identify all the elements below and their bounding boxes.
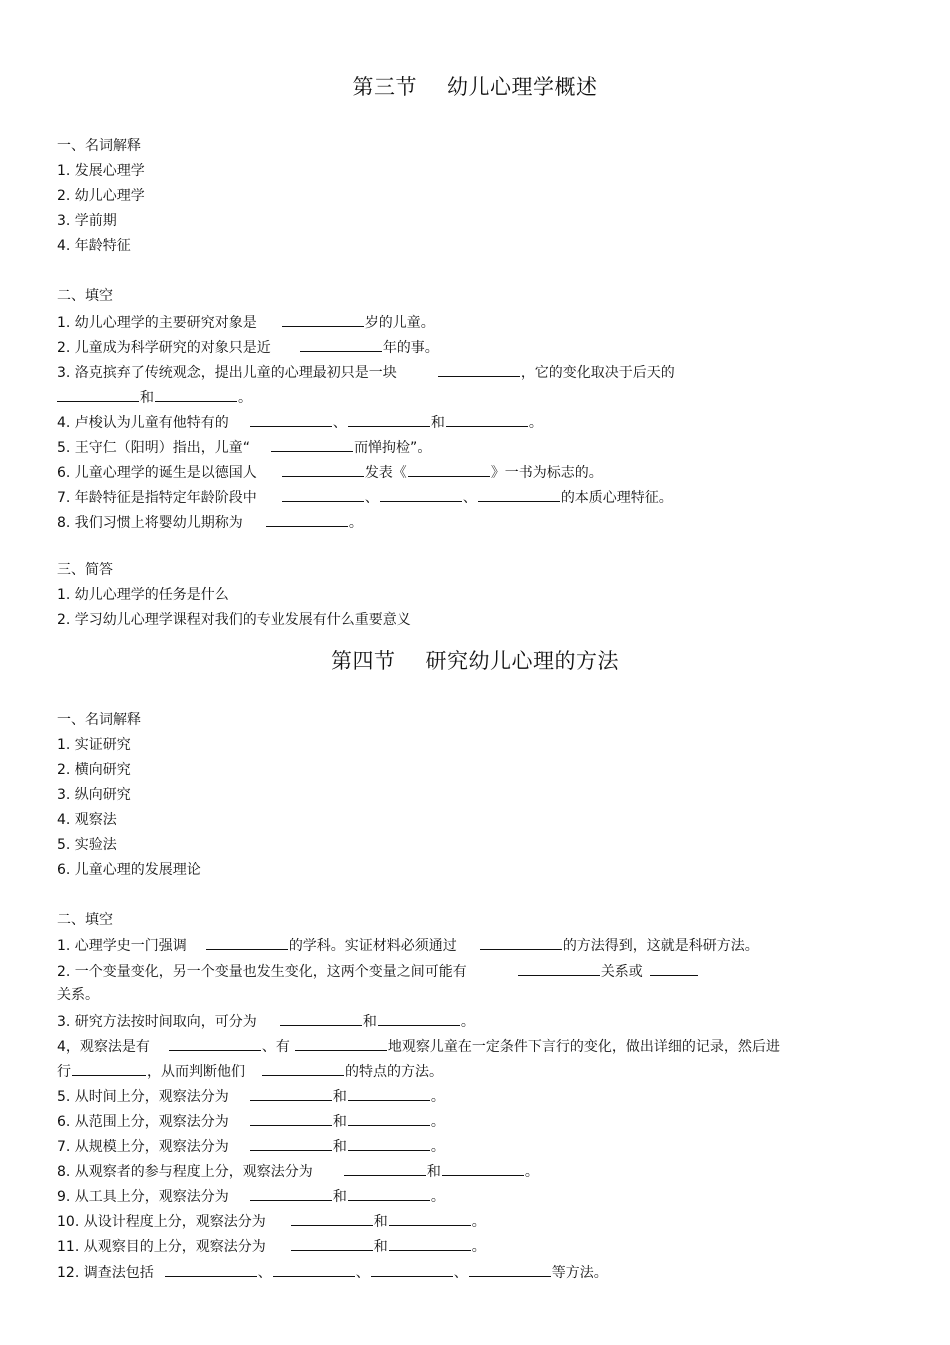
question-text: 的本质心理特征。 — [560, 490, 673, 506]
question-text: 等方法。 — [551, 1265, 608, 1281]
s4-term-item: 4. 观察法 — [57, 812, 117, 828]
question-text: 。 — [430, 1139, 445, 1155]
question-text: 、 — [364, 490, 379, 506]
section-3-title — [0, 71, 950, 101]
answer-blank — [300, 337, 382, 352]
question-text: 岁的儿童。 — [364, 315, 435, 331]
question-text: 而惮拘检”。 — [354, 440, 432, 456]
s4-term-item: 6. 儿童心理的发展理论 — [57, 862, 201, 878]
answer-blank — [295, 1036, 387, 1051]
question-text: 、 — [257, 1265, 272, 1281]
question-text: 9. 从工具上分，观察法分为 — [57, 1189, 229, 1205]
question-text: 关系或 — [600, 964, 643, 980]
s3-fill-q6 — [57, 462, 603, 480]
s4-fill-q3 — [57, 1011, 475, 1029]
question-text: 行 — [57, 1064, 71, 1080]
question-text: 和 — [332, 1139, 347, 1155]
answer-blank — [348, 1186, 430, 1201]
question-text: 。 — [528, 415, 543, 431]
s3-fill-q7 — [57, 487, 673, 505]
question-text: 7. 年龄特征是指特定年龄阶段中 — [57, 490, 257, 506]
question-text: 4，观察法是有 — [57, 1039, 150, 1055]
s4-fill-q11 — [57, 1236, 486, 1254]
answer-blank — [408, 462, 490, 477]
answer-blank — [446, 412, 528, 427]
answer-blank — [389, 1211, 471, 1226]
answer-blank — [250, 1111, 332, 1126]
question-text: 6. 从范围上分，观察法分为 — [57, 1114, 229, 1130]
question-text: 12. 调查法包括 — [57, 1265, 154, 1281]
question-text: 8. 我们习惯上将婴幼儿期称为 — [57, 515, 243, 531]
s3-term-item: 2. 幼儿心理学 — [57, 188, 145, 204]
answer-blank — [438, 362, 520, 377]
s3-part3-heading: 三、简答 — [57, 562, 113, 578]
s4-fill-q12 — [57, 1262, 608, 1280]
answer-blank — [348, 1086, 430, 1101]
question-text: ，从而判断他们 — [147, 1064, 245, 1080]
answer-blank — [155, 387, 237, 402]
section-4-number: 第四节 — [331, 649, 396, 673]
s4-term-item: 2. 横向研究 — [57, 762, 131, 778]
s4-fill-q10 — [57, 1211, 486, 1229]
s3-term-item: 3. 学前期 — [57, 213, 117, 229]
answer-blank — [282, 487, 364, 502]
answer-blank — [266, 512, 348, 527]
question-text: 的方法得到，这就是科研方法。 — [562, 938, 759, 954]
s4-fill-q1 — [57, 935, 759, 953]
answer-blank — [250, 1186, 332, 1201]
question-text: 》一书为标志的。 — [490, 465, 603, 481]
section-3-number: 第三节 — [352, 75, 417, 99]
s4-term-item: 1. 实证研究 — [57, 737, 131, 753]
question-text: 。 — [430, 1189, 445, 1205]
answer-blank — [165, 1262, 257, 1277]
question-text: 和 — [362, 1014, 377, 1030]
s3-part2-heading: 二、填空 — [57, 288, 113, 304]
question-text: 。 — [471, 1239, 486, 1255]
question-text: 年的事。 — [382, 340, 439, 356]
question-text: 6. 儿童心理学的诞生是以德国人 — [57, 465, 257, 481]
question-text: 2. 一个变量变化，另一个变量也发生变化，这两个变量之间可能有 — [57, 964, 467, 980]
section-3-name: 幼儿心理学概述 — [447, 75, 598, 99]
question-text: 、 — [462, 490, 477, 506]
answer-blank — [344, 1161, 426, 1176]
s4-fill-q4 — [57, 1036, 780, 1054]
answer-blank — [206, 935, 288, 950]
question-text: 、 — [453, 1265, 468, 1281]
question-text: 、 — [332, 415, 347, 431]
answer-blank — [291, 1211, 373, 1226]
answer-blank — [518, 961, 600, 976]
question-text: 和 — [426, 1164, 441, 1180]
answer-blank — [271, 437, 353, 452]
s3-short-answer-item: 1. 幼儿心理学的任务是什么 — [57, 587, 229, 603]
question-text: 3. 研究方法按时间取向，可分为 — [57, 1014, 257, 1030]
s3-term-item: 4. 年龄特征 — [57, 238, 131, 254]
s4-part1-heading: 一、名词解释 — [57, 712, 141, 728]
answer-blank — [469, 1262, 551, 1277]
question-text: 的特点的方法。 — [345, 1064, 443, 1080]
question-text: 和 — [373, 1214, 388, 1230]
s4-fill-q5 — [57, 1086, 445, 1104]
answer-blank — [348, 1111, 430, 1126]
question-text: ，它的变化取决于后天的 — [520, 365, 675, 381]
answer-blank — [378, 1011, 460, 1026]
answer-blank — [348, 1136, 430, 1151]
s4-fill-q6 — [57, 1111, 445, 1129]
question-text: 和 — [332, 1089, 347, 1105]
question-text: 1. 幼儿心理学的主要研究对象是 — [57, 315, 257, 331]
answer-blank — [169, 1036, 261, 1051]
question-text: 。 — [524, 1164, 539, 1180]
answer-blank — [291, 1236, 373, 1251]
question-text: 11. 从观察目的上分，观察法分为 — [57, 1239, 266, 1255]
s3-fill-q1 — [57, 312, 435, 330]
answer-blank — [380, 487, 462, 502]
question-text: 。 — [430, 1089, 445, 1105]
question-text: 4. 卢梭认为儿童有他特有的 — [57, 415, 229, 431]
question-text: 和 — [430, 415, 445, 431]
section-4-name: 研究幼儿心理的方法 — [425, 649, 619, 673]
s4-fill-q2-cont: 关系。 — [57, 987, 99, 1003]
s3-part1-heading: 一、名词解释 — [57, 138, 141, 154]
s4-fill-q4-cont — [57, 1061, 443, 1079]
answer-blank — [282, 462, 364, 477]
question-text: 1. 心理学史一门强调 — [57, 938, 187, 954]
s3-short-answer-item: 2. 学习幼儿心理学课程对我们的专业发展有什么重要意义 — [57, 612, 411, 628]
s3-fill-q8 — [57, 512, 363, 530]
s4-fill-q7 — [57, 1136, 445, 1154]
question-text: 发表《 — [364, 465, 407, 481]
question-text: 地观察儿童在一定条件下言行的变化，做出详细的记录，然后进 — [387, 1039, 780, 1055]
question-text: 3. 洛克摈弃了传统观念，提出儿童的心理最初只是一块 — [57, 365, 397, 381]
s4-term-item: 3. 纵向研究 — [57, 787, 131, 803]
s4-fill-q2 — [57, 961, 699, 979]
answer-blank — [262, 1061, 344, 1076]
question-text: 2. 儿童成为科学研究的对象只是近 — [57, 340, 271, 356]
s3-fill-q5 — [57, 437, 431, 455]
question-text: 5. 从时间上分，观察法分为 — [57, 1089, 229, 1105]
s4-term-item: 5. 实验法 — [57, 837, 117, 853]
answer-blank — [348, 412, 430, 427]
s3-fill-q3-cont — [57, 387, 252, 405]
question-text: 和 — [373, 1239, 388, 1255]
answer-blank — [57, 387, 139, 402]
s3-fill-q3 — [57, 362, 675, 380]
question-text: 8. 从观察者的参与程度上分，观察法分为 — [57, 1164, 313, 1180]
answer-blank — [478, 487, 560, 502]
s4-part2-heading: 二、填空 — [57, 912, 113, 928]
answer-blank — [72, 1061, 146, 1076]
question-text: 7. 从规模上分，观察法分为 — [57, 1139, 229, 1155]
question-text: 。 — [471, 1214, 486, 1230]
answer-blank — [273, 1262, 355, 1277]
answer-blank — [371, 1262, 453, 1277]
s3-term-item: 1. 发展心理学 — [57, 163, 145, 179]
question-text: 10. 从设计程度上分，观察法分为 — [57, 1214, 266, 1230]
answer-blank — [480, 935, 562, 950]
answer-blank — [389, 1236, 471, 1251]
answer-blank — [250, 1086, 332, 1101]
question-text: 。 — [348, 515, 363, 531]
answer-blank — [250, 412, 332, 427]
question-text: 、有 — [261, 1039, 290, 1055]
answer-blank — [442, 1161, 524, 1176]
answer-blank — [650, 961, 698, 976]
question-text: 。 — [460, 1014, 475, 1030]
question-text: 。 — [430, 1114, 445, 1130]
answer-blank — [282, 312, 364, 327]
s4-fill-q8 — [57, 1161, 539, 1179]
question-text: 的学科。实证材料必须通过 — [288, 938, 457, 954]
answer-blank — [280, 1011, 362, 1026]
question-text: 和 — [140, 390, 154, 406]
s3-fill-q4 — [57, 412, 543, 430]
question-text: 5. 王守仁（阳明）指出，儿童“ — [57, 440, 251, 456]
question-text: 。 — [238, 390, 252, 406]
s4-fill-q9 — [57, 1186, 445, 1204]
section-4-title — [0, 645, 950, 675]
s3-fill-q2 — [57, 337, 439, 355]
answer-blank — [250, 1136, 332, 1151]
question-text: 和 — [332, 1189, 347, 1205]
question-text: 、 — [355, 1265, 370, 1281]
question-text: 和 — [332, 1114, 347, 1130]
